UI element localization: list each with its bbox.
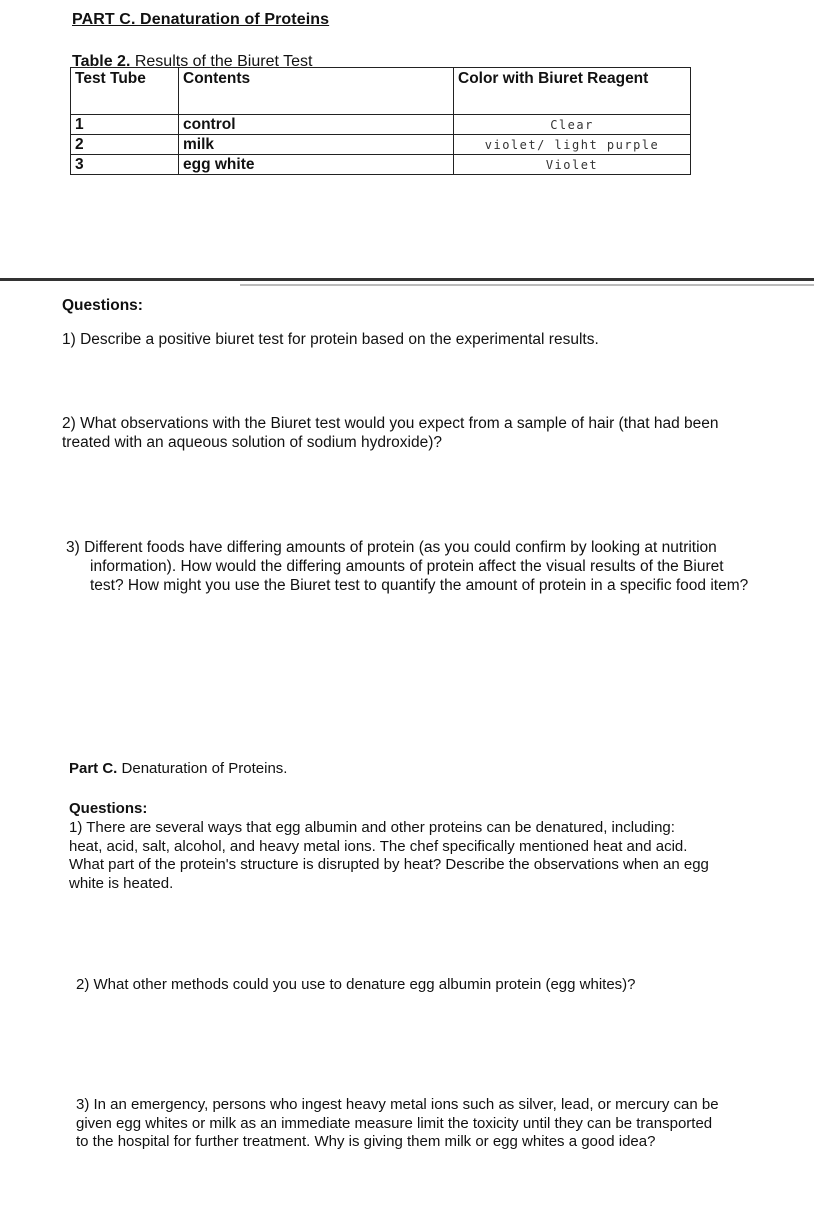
contents-cell: control bbox=[179, 115, 454, 135]
part-c-label-bold: Part C. bbox=[69, 760, 118, 777]
denaturation-question-3: 3) In an emergency, persons who ingest heavy metal ions such as silver, lead, or mercury can be given egg whites or milk as an immediate measure limit the toxicity until they can be transported to the hospital for further treatment. Why is giving them milk or egg whites a good idea? bbox=[76, 1096, 719, 1150]
questions-heading: Questions: bbox=[62, 297, 143, 314]
part-c-label-text: Denaturation of Proteins. bbox=[117, 760, 288, 777]
page-divider bbox=[0, 278, 814, 281]
contents-cell: egg white bbox=[179, 155, 454, 175]
part-c-label bbox=[69, 760, 287, 779]
denaturation-question-2: 2) What other methods could you use to denature egg albumin protein (egg whites)? bbox=[76, 976, 636, 993]
tube-number: 1 bbox=[71, 115, 179, 135]
table-header-row bbox=[71, 68, 691, 115]
header-color: Color with Biuret Reagent bbox=[454, 68, 691, 115]
questions-heading-2: Questions: bbox=[69, 800, 148, 817]
table-row bbox=[71, 155, 691, 175]
contents-cell: milk bbox=[179, 135, 454, 155]
table-row bbox=[71, 135, 691, 155]
denaturation-question-1: 1) There are several ways that egg albumin and other proteins can be denatured, including: heat, acid, salt, alcohol, and heavy metal ions. The chef specifically mentioned heat and acid. What part of the protein's structure is disrupted by heat? Describe the observations when an egg white is heated. bbox=[69, 819, 709, 892]
header-test-tube: Test Tube bbox=[71, 68, 179, 115]
question-1: 1) Describe a positive biuret test for protein based on the experimental results. bbox=[62, 331, 599, 348]
tube-number: 2 bbox=[71, 135, 179, 155]
tube-number: 3 bbox=[71, 155, 179, 175]
header-contents: Contents bbox=[179, 68, 454, 115]
page-divider-shadow bbox=[240, 284, 814, 286]
question-2: 2) What observations with the Biuret test would you expect from a sample of hair (that had been treated with an aqueous solution of sodium hydroxide)? bbox=[62, 415, 719, 451]
color-result: violet/ light purple bbox=[454, 135, 691, 155]
color-result: Clear bbox=[454, 115, 691, 135]
color-result: Violet bbox=[454, 155, 691, 175]
part-c-title: PART C. Denaturation of Proteins bbox=[72, 11, 330, 28]
table-caption-text: Results of the Biuret Test bbox=[130, 53, 313, 70]
table-caption-label: Table 2. bbox=[72, 53, 131, 70]
table-row bbox=[71, 115, 691, 135]
biuret-results-table bbox=[70, 67, 691, 175]
question-3: 3) Different foods have differing amounts of protein (as you could confirm by looking at nutrition information). How would the differing amounts of protein affect the visual results of the Biuret test? How might you use the Biuret test to quantify the amount of protein in a specific food item? bbox=[66, 539, 749, 594]
